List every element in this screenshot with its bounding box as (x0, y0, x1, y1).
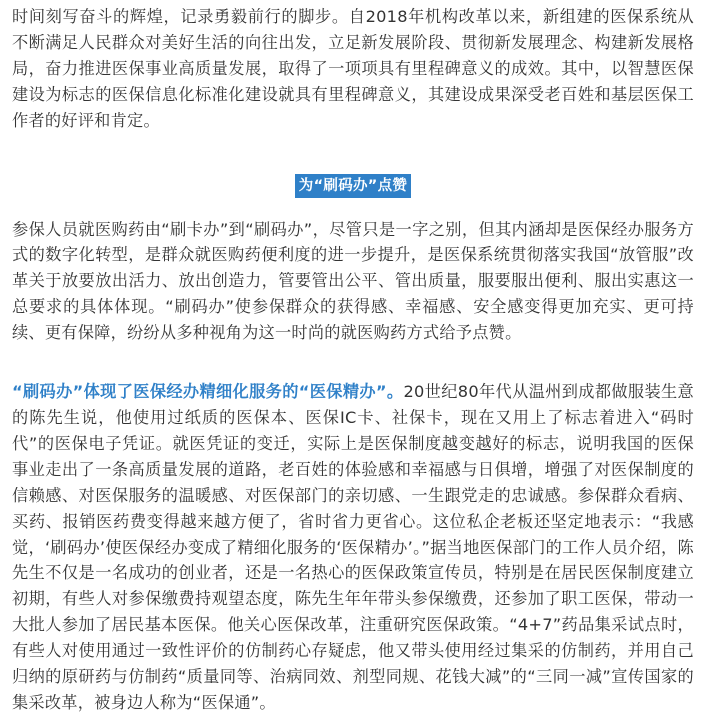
article-body (12, 4, 694, 716)
paragraph-3-body: 20世纪80年代从温州到成都做服装生意的陈先生说，他使用过纸质的医保本、医保IC卡、社保卡，现在又用上了标志着进入“码时代”的医保电子凭证。就医凭证的变迁，实际上是医保制度越变越好的标志，说明我国的医保事业走出了一条高质量发展的道路，老百姓的体验感和幸福感与日俱增，增强了对医保制度的信赖感、对医保服务的温暖感、对医保部门的亲切感、一生跟党走的忠诚感。参保群众看病、买药、报销医药费变得越来越方便了，省时省力更省心。这位私企老板还坚定地表示：“我感觉，‘刷码办’使医保经办变成了精细化服务的‘医保精办’。”据当地医保部门的工作人员介绍，陈先生不仅是一名成功的创业者，还是一名热心的医保政策宣传员，特别是在居民医保制度建立初期，有些人对参保缴费持观望态度，陈先生年年带头参保缴费，还参加了职工医保，带动一大批人参加了居民基本医保。他关心医保改革，注重研究医保政策。“4+7”药品集采试点时，有些人对使用通过一致性评价的仿制药心存疑虑，他又带头使用经过集采的仿制药，并用自己归纳的原研药与仿制药“质量同等、治病同效、剂型同规、花钱大减”的“三同一减”宣传国家的集采改革，被身边人称为“医保通”。 (12, 382, 694, 712)
section-heading-container (12, 174, 694, 198)
section-heading: 为“刷码办”点赞 (295, 174, 411, 198)
paragraph-2: 参保人员就医购药由“刷卡办”到“刷码办”，尽管只是一字之别，但其内涵却是医保经办服务方式的数字化转型，是群众就医购药便利度的进一步提升，是医保系统贯彻落实我国“放管服”改革关于放要放出活力、放出创造力，管要管出公平、管出质量，服要服出便利、服出实惠这一总要求的具体体现。“刷码办”使参保群众的获得感、幸福感、安全感变得更加充实、更可持续、更有保障，纷纷从多种视角为这一时尚的就医购药方式给予点赞。 (12, 219, 694, 343)
paragraph-3-highlight: “刷码办”体现了医保经办精细化服务的“医保精办”。 (12, 382, 404, 402)
paragraph-3 (12, 379, 694, 716)
intro-paragraph: 时间刻写奋斗的辉煌，记录勇毅前行的脚步。自2018年机构改革以来，新组建的医保系统从不断满足人民群众对美好生活的向往出发，立足新发展阶段、贯彻新发展理念、构建新发展格局，奋力推进医保事业高质量发展，取得了一项项具有里程碑意义的成效。其中，以智慧医保建设为标志的医保信息化标准化建设就具有里程碑意义，其建设成果深受老百姓和基层医保工作者的好评和肯定。 (12, 7, 694, 130)
